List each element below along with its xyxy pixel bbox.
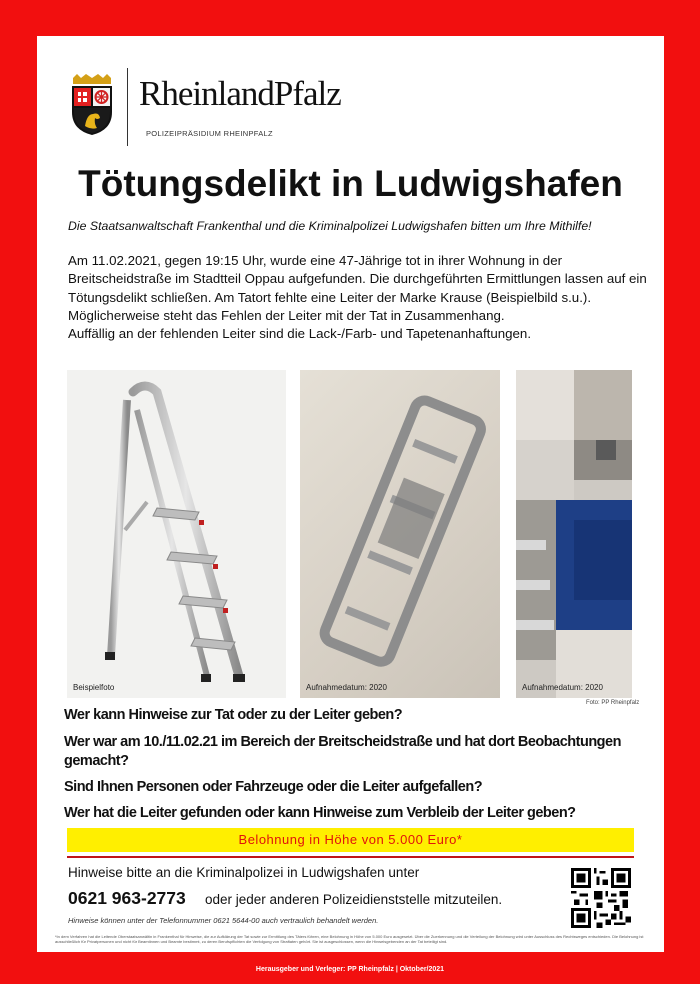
coat-of-arms-icon (67, 74, 117, 136)
ladder-illustration (67, 370, 286, 698)
poster-sheet (37, 36, 664, 952)
logo-divider (127, 68, 128, 146)
phone-number[interactable]: 0621 963-2773 (68, 888, 186, 908)
ladder-closeup (300, 370, 500, 698)
photo-caption: Aufnahmedatum: 2020 (306, 683, 387, 692)
pixelated-photo (516, 370, 632, 698)
brand-name: RheinlandPfalz (139, 74, 341, 113)
body-paragraph: Auffällig an der fehlenden Leiter sind die Lack-/Farb- und Tapetenanhaftungen. (68, 326, 532, 342)
question: Sind Ihnen Personen oder Fahrzeuge oder die Leiter aufgefallen? (64, 779, 483, 795)
publisher-footer: Herausgeber und Verleger: PP Rheinpfalz | Oktober/2021 (255, 966, 445, 973)
qr-code-icon[interactable] (571, 868, 631, 928)
contact-text-2: oder jeder anderen Polizeidienststelle mitzuteilen. (205, 892, 503, 907)
pixelated-image (516, 370, 632, 698)
reward-banner (67, 828, 634, 852)
photo-caption: Aufnahmedatum: 2020 (522, 683, 603, 692)
confidential-note: Hinweise können unter der Telefonnummer 0621 5644-00 auch vertraulich behandelt werden. (68, 916, 379, 925)
question: Wer hat die Leiter gefunden oder kann Hinweise zum Verbleib der Leiter geben? (64, 805, 576, 821)
photo-caption: Beispielfoto (73, 683, 115, 692)
footnote: *In dem Verfahren hat die Leitende Oberstaatsanwältin in Frankenthal für Hinweise, die zur Aufklärung der Tat sowie zur Ermittlung des Täters führen, eine Belohnung in Höhe von 5.000 Euro ausgesetzt. Über die Zuerkennung und die Verteilung der Belohnung wird unter Ausschluss des Rechtsweges entschieden. Die Belohnung ist ausschließlich für Privatpersonen und nicht für Beamtinnen und Beamte bestimmt, zu deren Berufspflichten die Verfolgung von Straftaten gehört. Sie ist ausgeschlossen, wenn die Hinweisgebenden an der Tat beteiligt sind. (55, 934, 644, 944)
divider (67, 856, 634, 858)
ladder-photo (300, 370, 500, 698)
photo-credit: Foto: PP Rheinpfalz (586, 700, 640, 706)
intro-text: Die Staatsanwaltschaft Frankenthal und die Kriminalpolizei Ludwigshafen bitten um Ihre Mithilfe! (68, 219, 592, 233)
question: Wer war am 10./11.02.21 im Bereich der Breitscheidstraße und hat dort Beobachtungen gemacht? (64, 734, 621, 769)
question: Wer kann Hinweise zur Tat oder zu der Leiter geben? (64, 707, 403, 723)
department-name: POLIZEIPRÄSIDIUM RHEINPFALZ (146, 129, 273, 138)
reward-text: Belohnung in Höhe von 5.000 Euro* (238, 832, 463, 847)
contact-text: Hinweise bitte an die Kriminalpolizei in Ludwigshafen unter (68, 865, 420, 880)
example-photo (67, 370, 286, 698)
page-title: Tötungsdelikt in Ludwigshafen (78, 163, 623, 204)
body-text (68, 252, 648, 343)
body-paragraph: Am 11.02.2021, gegen 19:15 Uhr, wurde eine 47-Jährige tot in ihrer Wohnung in der Breitscheidstraße im Stadtteil Oppau aufgefunden. Die durchgeführten Ermittlungen lassen auf ein Tötungsdelikt schließen. Am Tatort fehlte eine Leiter der Marke Krause (Beispielbild s.u.). Möglicherweise steht das Fehlen der Leiter mit der Tat in Zusammenhang. (68, 253, 647, 323)
